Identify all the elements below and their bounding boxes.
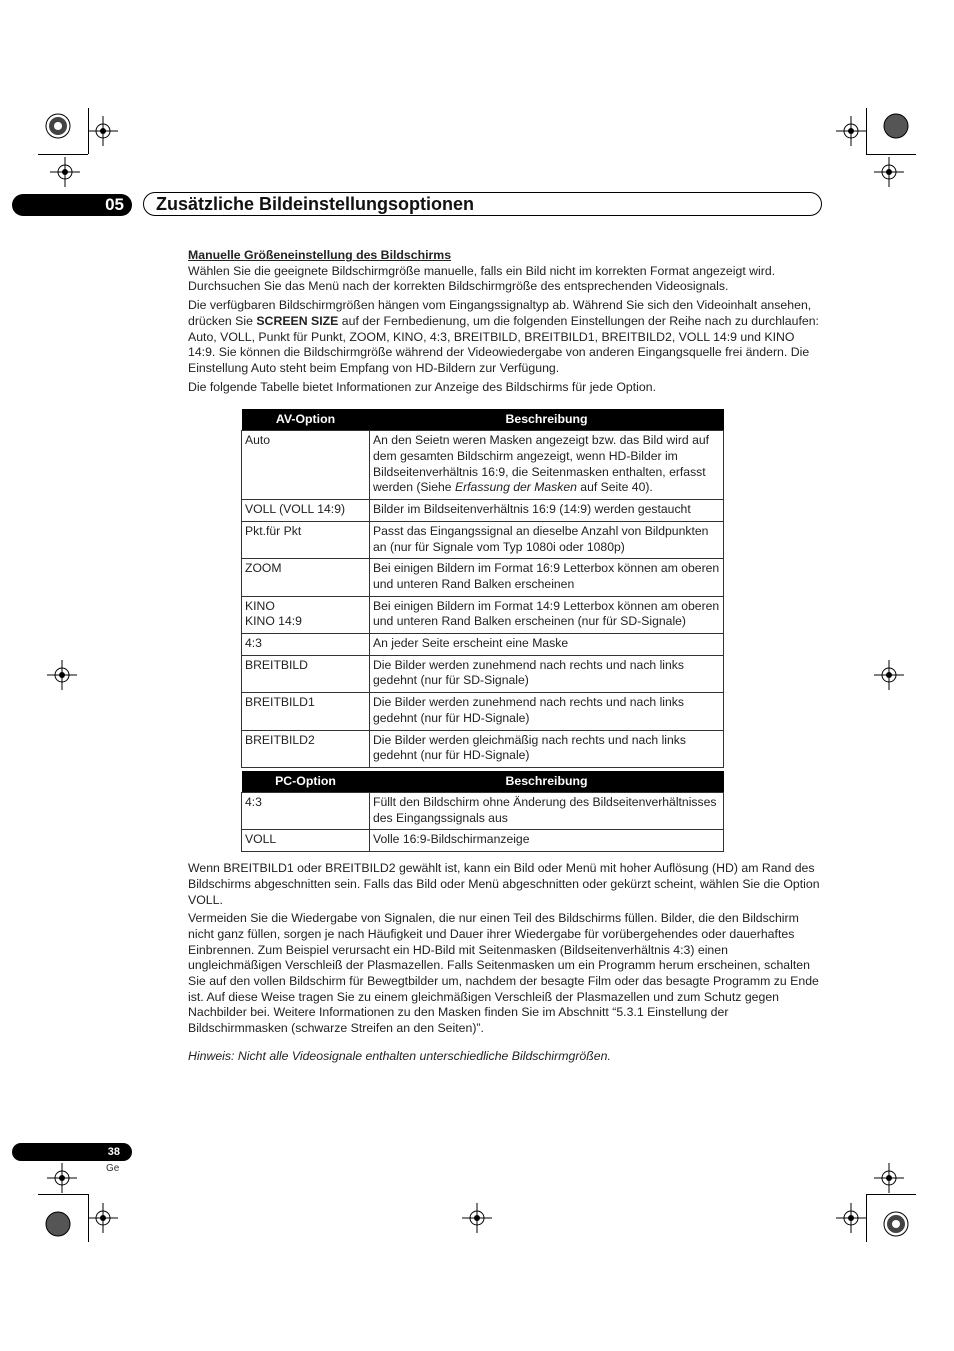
table-row (242, 634, 724, 656)
option-label: Auto (245, 433, 271, 448)
option-label: 4:3 (245, 636, 262, 651)
description-cell (370, 634, 724, 656)
table-row (242, 596, 724, 633)
description-text: Bilder im Bildseitenverhältnis 16:9 (14:9) werden gestaucht (373, 502, 691, 517)
section-heading: Manuelle Größeneinstellung des Bildschirms (188, 248, 452, 262)
option-label: BREITBILD2 (245, 732, 315, 747)
description-cell (370, 655, 724, 692)
option-label: VOLL (VOLL 14:9) (245, 502, 346, 517)
chapter-title-bar (143, 192, 822, 216)
crosshair-icon (50, 157, 80, 187)
crosshair-icon (47, 660, 77, 690)
crosshair-icon (874, 660, 904, 690)
option-cell (242, 431, 370, 500)
after-paragraph-1: Wenn BREITBILD1 oder BREITBILD2 gewählt ist, kann ein Bild oder Menü mit hoher Auflösung (HD) am Rand des Bildschirms abgeschnitten sein. Falls das Bild oder Menü abgeschnitten oder gekürzt scheint, wählen Sie die Option VOLL. (188, 861, 820, 907)
table-row (242, 521, 724, 558)
after-paragraph-2: Vermeiden Sie die Wiedergabe von Signalen, die nur einen Teil des Bildschirms füllen. Bilder, die den Bildschirm nicht ganz füllen, sorgen je nach Häufigkeit und Dauer ihrer Wiedergabe für vorübergehendes oder dauerhaftes Einbrennen. Zum Beispiel verursacht ein HD-Bild mit Seitenmasken (Bildseitenverhältnis 4:3) einen ungleichmäßigen Verschleiß der Plasmazellen. Falls Seitenmasken um ein Programm herum erscheinen, schalten Sie auf den vollen Bildschirm für Bewegtbilder um, nachdem der besagte Film oder das besagte Programm zu Ende ist. Auf diese Weise tragen Sie zu einem gleichmäßigen Verschleiß der Plasmazellen und zum Schutz gegen Nachbilder bei. Weitere Informationen zu den Masken finden Sie im Abschnitt “5.3.1 Einstellung der Bildschirmmasken (schwarze Streifen an den Seiten)”. (188, 911, 819, 1036)
column-header-option: PC-Option (242, 771, 370, 793)
description-text: Die Bilder werden zunehmend nach rechts und nach links gedehnt (nur für SD-Signale) (373, 657, 684, 688)
registration-target-icon (880, 108, 912, 144)
column-header-description: Beschreibung (370, 409, 724, 431)
page-number-badge (12, 1143, 132, 1161)
registration-target-icon (42, 1206, 74, 1242)
option-cell: 4:3 (242, 792, 370, 829)
table-header-row (242, 771, 724, 793)
option-cell (242, 730, 370, 767)
crosshair-icon (462, 1203, 492, 1233)
option-cell (242, 693, 370, 730)
crosshair-icon (874, 1163, 904, 1193)
av-option-table (241, 409, 724, 768)
crosshair-icon (88, 1203, 118, 1233)
column-header-option: AV-Option (242, 409, 370, 431)
description-cell (370, 596, 724, 633)
crosshair-icon (47, 1163, 77, 1193)
crosshair-icon (874, 157, 904, 187)
table-row (242, 730, 724, 767)
chapter-title: Zusätzliche Bildeinstellungsoptionen (156, 194, 475, 214)
option-cell (242, 500, 370, 522)
page-number: 38 (107, 1146, 120, 1158)
description-text: Die Bilder werden gleichmäßig nach rechts und nach links gedehnt (nur für HD-Signale) (373, 732, 686, 763)
intro-2-text-before: Die verfügbaren Bildschirmgrößen hängen vom Eingangssignaltyp ab. Während Sie sich den Videoinhalt ansehen, drücken Sie (188, 298, 812, 328)
option-cell (242, 559, 370, 596)
option-label: KINO (245, 598, 275, 613)
description-cell (370, 559, 724, 596)
chapter-number: 05 (105, 195, 124, 214)
description-cell: Volle 16:9-Bildschirmanzeige (370, 830, 724, 852)
table-row (242, 830, 724, 852)
language-code: Ge (106, 1163, 120, 1174)
description-cell (370, 500, 724, 522)
option-label: BREITBILD1 (245, 695, 315, 710)
registration-target-icon (880, 1206, 912, 1242)
option-label: Pkt.für Pkt (245, 523, 302, 538)
option-cell (242, 596, 370, 633)
chapter-number-badge (12, 194, 132, 216)
description-text: An den Seietn weren Masken angezeigt bzw. das Bild wird auf dem gesamten Bildschirm angezeigt, wenn HD-Bilder im Bildseitenverhältnis 16:9, die Seitenmasken enthalten, erfasst werden (Siehe (373, 433, 710, 495)
table-row (242, 693, 724, 730)
intro-paragraph-2 (188, 298, 822, 377)
description-cell (370, 730, 724, 767)
option-cell (242, 521, 370, 558)
table-row (242, 500, 724, 522)
option-cell (242, 634, 370, 656)
description-text: Die Bilder werden zunehmend nach rechts und nach links gedehnt (nur für HD-Signale) (373, 695, 684, 725)
option-cell: VOLL (242, 830, 370, 852)
option-label: BREITBILD (245, 657, 308, 672)
description-text: An jeder Seite erscheint eine Maske (373, 636, 569, 651)
description-text: Bei einigen Bildern im Format 14:9 Letterbox können am oberen und unteren Rand Balken erscheinen (nur für SD-Signale) (373, 598, 720, 629)
table-row (242, 792, 724, 829)
screen-size-key: SCREEN SIZE (256, 313, 339, 328)
registration-target-icon (42, 108, 74, 144)
table-header-row (242, 409, 724, 431)
description-cell (370, 521, 724, 558)
description-cell: Füllt den Bildschirm ohne Änderung des Bildseitenverhältnisses des Eingangssignals aus (370, 792, 724, 829)
crosshair-icon (836, 116, 866, 146)
crosshair-icon (836, 1203, 866, 1233)
intro-paragraph-1: Wählen Sie die geeignete Bildschirmgröße manuelle, falls ein Bild nicht im korrekten Format angezeigt wird. Durchsuchen Sie das Menü nach der korrekten Bildschirmgröße des entsprechenden Videosignals. (188, 263, 776, 294)
pc-option-table (241, 771, 724, 852)
description-cell (370, 431, 724, 500)
description-reference: Erfassung der Masken (454, 480, 577, 495)
intro-2-text-after: auf der Fernbedienung, um die folgenden Einstellungen der Reihe nach zu durchlaufen: Auto, VOLL, Punkt für Punkt, ZOOM, KINO, 4:3, BREITBILD, BREITBILD1, BREITBILD2, VOLL 14:9 und KINO 14:9. Sie können die Bildschirmgröße während der Videowiedergabe von anderen Eingangsquelle frei ändern. Die Einstellung Auto steht beim Empfang von HD-Bildern zur Verfügung. (188, 313, 819, 375)
intro-paragraph-3: Die folgende Tabelle bietet Informationen zur Anzeige des Bildschirms für jede Option. (188, 379, 657, 394)
table-row (242, 559, 724, 596)
main-content (188, 248, 822, 1068)
description-text: Passt das Eingangssignal an dieselbe Anzahl von Bildpunkten an (nur für Signale vom Typ 1080i oder 1080p) (373, 523, 709, 554)
option-cell (242, 655, 370, 692)
description-cell (370, 693, 724, 730)
column-header-description: Beschreibung (370, 771, 724, 793)
description-text: Bei einigen Bildern im Format 16:9 Letterbox können am oberen und unteren Rand Balken erscheinen (373, 561, 720, 591)
crosshair-icon (88, 116, 118, 146)
table-row (242, 431, 724, 500)
table-row (242, 655, 724, 692)
option-label-line2: KINO 14:9 (245, 614, 302, 629)
description-text-after: auf Seite 40). (576, 480, 653, 495)
note: Hinweis: Nicht alle Videosignale enthalten unterschiedliche Bildschirmgrößen. (188, 1048, 611, 1063)
option-label: ZOOM (245, 561, 282, 576)
